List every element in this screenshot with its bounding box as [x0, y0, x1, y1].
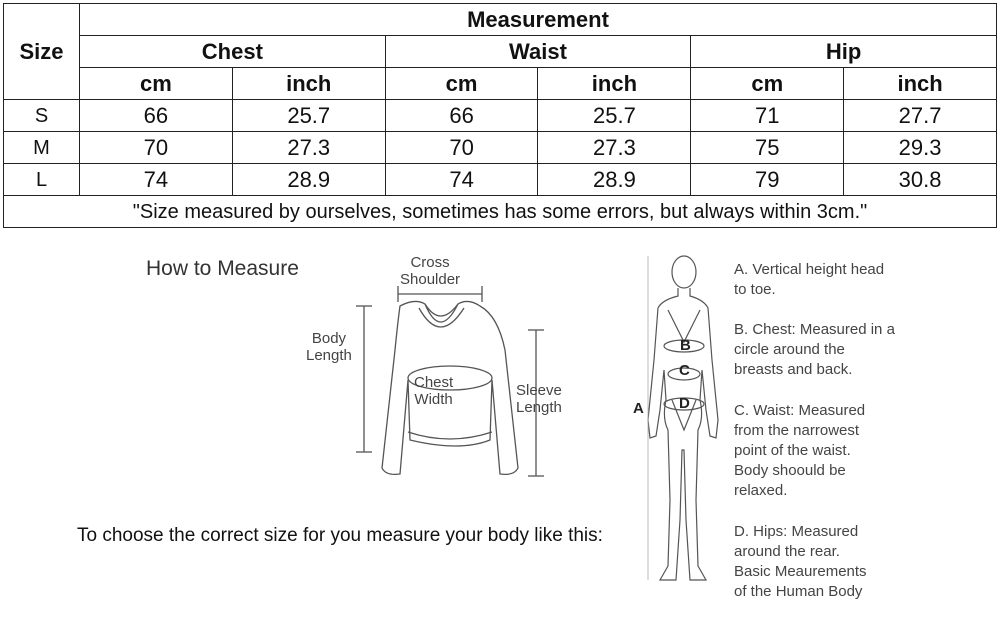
value-cell: 25.7	[538, 100, 691, 132]
value-cell: 66	[385, 100, 538, 132]
label-d: D	[679, 395, 690, 412]
value-cell: 30.8	[844, 164, 997, 196]
disclaimer-note: "Size measured by ourselves, sometimes has some errors, but always within 3cm."	[4, 196, 997, 228]
table-row	[4, 132, 997, 164]
chest-width-label: Chest Width	[414, 374, 454, 408]
unit-header: inch	[538, 68, 691, 100]
value-cell: 27.7	[844, 100, 997, 132]
chest-header: Chest	[80, 36, 386, 68]
how-to-measure-title: How to Measure	[146, 257, 299, 280]
description-c: C. Waist: Measured from the narrowest point of the waist. Body shoould be relaxed.	[734, 402, 866, 499]
table-row	[4, 100, 997, 132]
unit-header: inch	[232, 68, 385, 100]
size-table	[3, 3, 997, 228]
description-d: D. Hips: Measured around the rear. Basic Meaurements of the Human Body	[734, 523, 867, 600]
human-body-icon	[628, 250, 738, 590]
value-cell: 74	[385, 164, 538, 196]
value-cell: 70	[385, 132, 538, 164]
instruction-text: To choose the correct size for you measure your body like this:	[77, 525, 603, 546]
label-a: A	[633, 400, 644, 417]
sleeve-length-label: Sleeve Length	[516, 382, 562, 416]
size-cell: S	[4, 100, 80, 132]
value-cell: 75	[691, 132, 844, 164]
value-cell: 27.3	[232, 132, 385, 164]
measurement-header: Measurement	[80, 4, 997, 36]
label-b: B	[680, 337, 691, 354]
value-cell: 27.3	[538, 132, 691, 164]
value-cell: 66	[80, 100, 233, 132]
cross-shoulder-label: Cross Shoulder	[400, 254, 461, 288]
value-cell: 28.9	[232, 164, 385, 196]
value-cell: 74	[80, 164, 233, 196]
value-cell: 79	[691, 164, 844, 196]
table-row	[4, 164, 997, 196]
unit-header: cm	[385, 68, 538, 100]
unit-header: inch	[844, 68, 997, 100]
label-c: C	[679, 362, 690, 379]
value-cell: 29.3	[844, 132, 997, 164]
value-cell: 70	[80, 132, 233, 164]
size-cell: M	[4, 132, 80, 164]
hip-header: Hip	[691, 36, 997, 68]
description-a: A. Vertical height head to toe.	[734, 261, 885, 298]
unit-header: cm	[80, 68, 233, 100]
description-b: B. Chest: Measured in a circle around the breasts and back.	[734, 321, 895, 378]
unit-header: cm	[691, 68, 844, 100]
body-length-label: Body Length	[306, 330, 352, 364]
size-header: Size	[4, 4, 80, 100]
waist-header: Waist	[385, 36, 691, 68]
value-cell: 28.9	[538, 164, 691, 196]
value-cell: 25.7	[232, 100, 385, 132]
size-cell: L	[4, 164, 80, 196]
value-cell: 71	[691, 100, 844, 132]
